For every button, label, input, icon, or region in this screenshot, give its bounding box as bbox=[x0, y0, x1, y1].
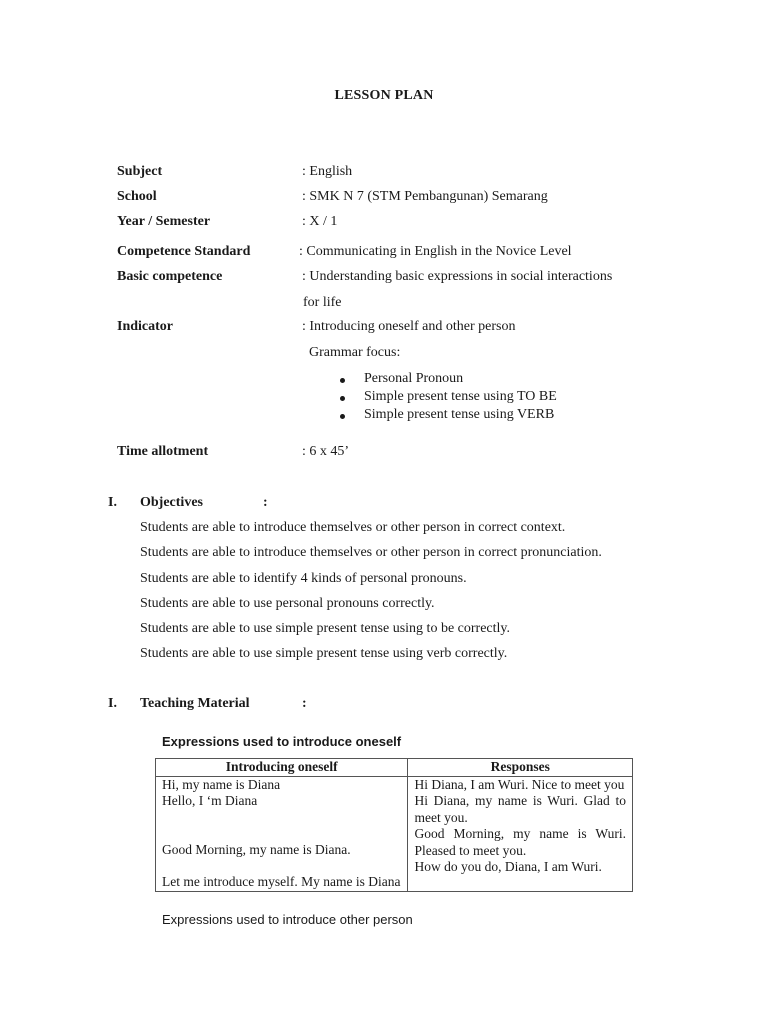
basic-competence-continuation: for life bbox=[303, 295, 342, 310]
document-page: LESSON PLAN Subject : English School : SMK N 7 (STM Pembangunan) Semarang Year / Semester : X / 1 Competence Standard : Communicating in English in the Novice Level Basic competence : Understanding basic expressions in social interactions for life Indicator : Introducing oneself and other person Grammar focus: Personal Pronoun Simple present tense using TO BE Simple present tense using VERB Time allotment : 6 x 45’ I. Objectives : Students are able to introduce themselves or other person in correct context. Students are able to introduce themselves or other person in correct pronunciation. Students are able to identify 4 kinds of personal pronouns. Students are able to use personal pronouns correctly. Students are able to use simple present tense using to be correctly. Students are able to use simple present tense using verb correctly. I. Teaching Material : Expressions used to introduce oneself Introducing oneself Responses Hi, my name is Diana Hello, I ‘m Diana Good Morning, my name is Diana. Let me introduce myself. My name is Diana Hi Diana, I am Wuri. Nice to meet you Hi Diana, my name is Wuri. Glad to meet you. Good Morning, my name is Wuri. Pleased to meet you. How do you do, Diana, I am Wuri. Expressions used to introduce other person bbox=[0, 0, 768, 1024]
bullet-icon bbox=[340, 378, 345, 383]
objective-item: Students are able to introduce themselves or other person in correct context. bbox=[140, 520, 566, 535]
page-title: LESSON PLAN bbox=[334, 88, 434, 103]
expressions-other-person-heading: Expressions used to introduce other person bbox=[162, 912, 413, 927]
table-cell-introducing: Hi, my name is Diana Hello, I ‘m Diana Good Morning, my name is Diana. Let me introduce myself. My name is Diana bbox=[156, 776, 408, 891]
table-header-introducing: Introducing oneself bbox=[156, 759, 408, 777]
objective-item: Students are able to use simple present tense using to be correctly. bbox=[140, 621, 510, 636]
teaching-material-number: I. bbox=[108, 696, 117, 711]
table-cell-responses: Hi Diana, I am Wuri. Nice to meet you Hi Diana, my name is Wuri. Glad to meet you. Good Morning, my name is Wuri. Pleased to meet you. How do you do, Diana, I am Wuri. bbox=[408, 776, 633, 891]
school-value: : SMK N 7 (STM Pembangunan) Semarang bbox=[302, 189, 548, 204]
expressions-table bbox=[155, 758, 633, 892]
table-row bbox=[156, 776, 633, 891]
objectives-colon: : bbox=[263, 495, 268, 510]
grammar-focus-label: Grammar focus: bbox=[309, 345, 401, 360]
indicator-value: : Introducing oneself and other person bbox=[302, 319, 516, 334]
objective-item: Students are able to introduce themselves or other person in correct pronunciation. bbox=[140, 545, 602, 560]
basic-competence-label: Basic competence bbox=[117, 269, 223, 284]
subject-label: Subject bbox=[117, 164, 163, 179]
subject-value: : English bbox=[302, 164, 353, 179]
table-header-responses: Responses bbox=[408, 759, 633, 777]
expressions-subheading: Expressions used to introduce oneself bbox=[162, 734, 402, 749]
objectives-number: I. bbox=[108, 495, 117, 510]
basic-competence-value: : Understanding basic expressions in social interactions bbox=[302, 269, 613, 284]
table-header-row bbox=[156, 759, 633, 777]
teaching-material-heading: Teaching Material bbox=[140, 696, 250, 711]
indicator-label: Indicator bbox=[117, 319, 173, 334]
time-allotment-label: Time allotment bbox=[117, 444, 209, 459]
bullet-icon bbox=[340, 396, 345, 401]
competence-label: Competence Standard bbox=[117, 244, 251, 259]
objective-item: Students are able to identify 4 kinds of personal pronouns. bbox=[140, 571, 467, 586]
bullet-icon bbox=[340, 414, 345, 419]
school-label: School bbox=[117, 189, 157, 204]
objective-item: Students are able to use personal pronouns correctly. bbox=[140, 596, 435, 611]
teaching-material-colon: : bbox=[302, 696, 307, 711]
time-allotment-value: : 6 x 45’ bbox=[302, 444, 350, 459]
competence-value: : Communicating in English in the Novice Level bbox=[299, 244, 572, 259]
objective-item: Students are able to use simple present tense using verb correctly. bbox=[140, 646, 508, 661]
year-label: Year / Semester bbox=[117, 214, 211, 229]
objectives-heading: Objectives bbox=[140, 495, 203, 510]
year-value: : X / 1 bbox=[302, 214, 338, 229]
